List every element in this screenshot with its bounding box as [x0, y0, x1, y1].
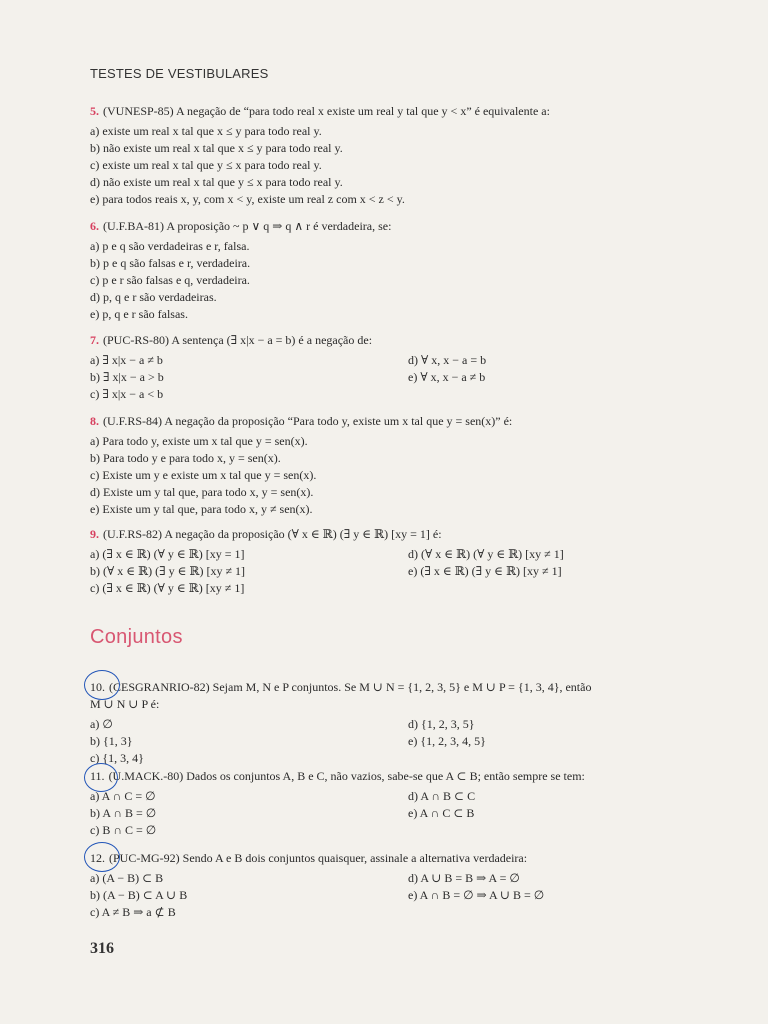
question-number: 10. — [90, 680, 105, 694]
question-number: 12. — [90, 851, 105, 865]
question-text: (U.MACK.-80) Dados os conjuntos A, B e C, não vazios, sabe-se que A ⊂ B; então sempre se tem: — [108, 769, 585, 783]
option-d: d) (∀ x ∈ ℝ) (∀ y ∈ ℝ) [xy ≠ 1] — [408, 547, 564, 561]
option-c: c) ∃ x|x − a < b — [90, 387, 164, 401]
question-8 — [90, 413, 710, 518]
option-e: e) ∀ x, x − a ≠ b — [408, 370, 486, 384]
option-c: c) existe um real x tal que y ≤ x para todo real y. — [90, 158, 322, 172]
option-d: d) A ∪ B = B ⇒ A = ∅ — [408, 871, 520, 885]
handwritten-circle-annotation — [84, 842, 120, 872]
option-d: d) {1, 2, 3, 5} — [408, 717, 475, 731]
option-e: e) Existe um y tal que, para todo x, y ≠ sen(x). — [90, 502, 313, 516]
option-e: e) p, q e r são falsas. — [90, 307, 188, 321]
option-b: b) não existe um real x tal que x ≤ y para todo real y. — [90, 141, 343, 155]
question-11 — [90, 768, 710, 839]
question-text: (U.F.BA-81) A proposição ~ p ∨ q ⇒ q ∧ r é verdadeira, se: — [103, 219, 392, 233]
option-a: a) p e q são verdadeiras e r, falsa. — [90, 239, 250, 253]
section-title: Conjuntos — [90, 626, 183, 648]
page-header: TESTES DE VESTIBULARES — [90, 66, 269, 81]
option-b: b) p e q são falsas e r, verdadeira. — [90, 256, 251, 270]
option-c: c) p e r são falsas e q, verdadeira. — [90, 273, 250, 287]
question-9 — [90, 526, 710, 597]
option-b: b) (∀ x ∈ ℝ) (∃ y ∈ ℝ) [xy ≠ 1] — [90, 564, 246, 578]
question-text-continued: M ∪ N ∪ P é: — [90, 697, 160, 711]
option-a: a) existe um real x tal que x ≤ y para todo real y. — [90, 124, 322, 138]
option-a: a) ∅ — [90, 717, 113, 731]
option-d: d) Existe um y tal que, para todo x, y = sen(x). — [90, 485, 314, 499]
option-b: b) {1, 3} — [90, 734, 133, 748]
question-text: (U.F.RS-84) A negação da proposição “Para todo y, existe um x tal que y = sen(x)” é: — [103, 414, 513, 428]
option-d: d) p, q e r são verdadeiras. — [90, 290, 217, 304]
option-a: a) (∃ x ∈ ℝ) (∀ y ∈ ℝ) [xy = 1] — [90, 547, 245, 561]
option-a: a) (A − B) ⊂ B — [90, 871, 164, 885]
handwritten-circle-annotation — [84, 763, 118, 792]
option-c: c) B ∩ C = ∅ — [90, 823, 157, 837]
option-c: c) {1, 3, 4} — [90, 751, 144, 765]
question-text: (U.F.RS-82) A negação da proposição (∀ x ∈ ℝ) (∃ y ∈ ℝ) [xy = 1] é: — [103, 527, 442, 541]
question-number: 8. — [90, 414, 99, 428]
question-5 — [90, 103, 710, 208]
option-e: e) para todos reais x, y, com x < y, existe um real z com x < z < y. — [90, 192, 405, 206]
question-number: 7. — [90, 333, 99, 347]
question-10 — [90, 679, 710, 767]
question-text: (PUC-MG-92) Sendo A e B dois conjuntos quaisquer, assinale a alternativa verdadeira: — [109, 851, 528, 865]
option-a: a) Para todo y, existe um x tal que y = sen(x). — [90, 434, 308, 448]
option-e: e) A ∩ B = ∅ ⇒ A ∪ B = ∅ — [408, 888, 545, 902]
question-12 — [90, 850, 710, 921]
option-a: a) A ∩ C = ∅ — [90, 789, 156, 803]
option-b: b) ∃ x|x − a > b — [90, 370, 164, 384]
option-d: d) A ∩ B ⊂ C — [408, 789, 476, 803]
option-b: b) (A − B) ⊂ A ∪ B — [90, 888, 188, 902]
question-7 — [90, 332, 710, 403]
page-number: 316 — [90, 940, 114, 957]
option-a: a) ∃ x|x − a ≠ b — [90, 353, 163, 367]
handwritten-circle-annotation — [84, 670, 120, 700]
option-e: e) A ∩ C ⊂ B — [408, 806, 475, 820]
option-d: d) ∀ x, x − a = b — [408, 353, 487, 367]
option-e: e) (∃ x ∈ ℝ) (∃ y ∈ ℝ) [xy ≠ 1] — [408, 564, 562, 578]
question-number: 11. — [90, 769, 105, 783]
question-number: 9. — [90, 527, 99, 541]
question-text: (CESGRANRIO-82) Sejam M, N e P conjuntos. Se M ∪ N = {1, 2, 3, 5} e M ∪ P = {1, 3, 4}, então — [109, 680, 592, 694]
question-text: (VUNESP-85) A negação de “para todo real x existe um real y tal que y < x” é equivalente a: — [103, 104, 550, 118]
option-c: c) Existe um y e existe um x tal que y = sen(x). — [90, 468, 317, 482]
option-b: b) A ∩ B = ∅ — [90, 806, 157, 820]
option-e: e) {1, 2, 3, 4, 5} — [408, 734, 486, 748]
option-c: c) (∃ x ∈ ℝ) (∀ y ∈ ℝ) [xy ≠ 1] — [90, 581, 245, 595]
option-d: d) não existe um real x tal que y ≤ x para todo real y. — [90, 175, 343, 189]
question-text: (PUC-RS-80) A sentença (∃ x|x − a = b) é a negação de: — [103, 333, 373, 347]
question-6 — [90, 218, 710, 323]
option-b: b) Para todo y e para todo x, y = sen(x). — [90, 451, 281, 465]
question-number: 5. — [90, 104, 99, 118]
option-c: c) A ≠ B ⇒ a ⊄ B — [90, 905, 176, 919]
question-number: 6. — [90, 219, 99, 233]
